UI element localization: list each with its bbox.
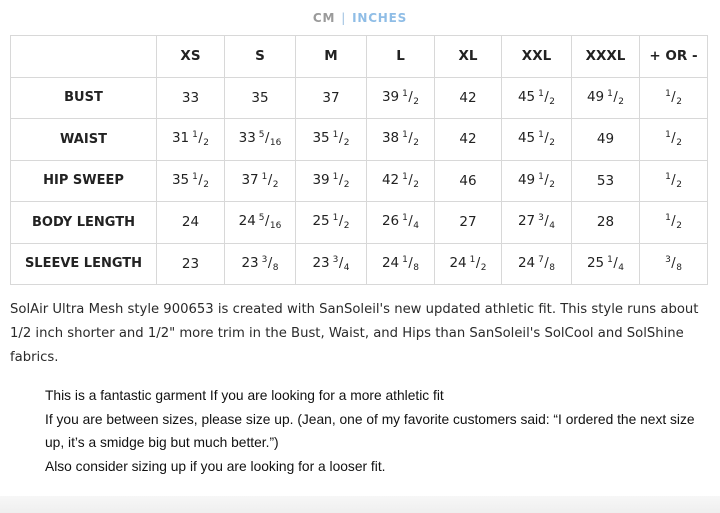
header-size-xxl: XXL xyxy=(502,36,572,78)
value-whole: 49 xyxy=(517,171,536,188)
fraction-numerator: 1 xyxy=(607,88,613,99)
fraction-denominator: 2 xyxy=(413,96,420,107)
measurement-cell xyxy=(640,119,708,161)
measurement-cell xyxy=(296,160,367,202)
measurement-row xyxy=(11,243,708,285)
fraction-denominator: 2 xyxy=(549,179,556,190)
measurement-cell xyxy=(157,202,225,244)
measurement-cell xyxy=(502,202,572,244)
fraction-numerator: 5 xyxy=(258,213,265,224)
fraction-slash: / xyxy=(671,255,676,271)
value-whole: 25 xyxy=(312,213,330,230)
measurement-cell xyxy=(572,202,640,244)
measurement-cell xyxy=(296,119,367,161)
fraction-numerator: 1 xyxy=(607,254,613,265)
fraction-slash: / xyxy=(671,131,676,147)
measurement-cell xyxy=(296,202,367,244)
value-whole: 45 xyxy=(517,88,536,105)
fraction-denominator: 8 xyxy=(272,262,279,273)
value-whole: 28 xyxy=(596,214,615,231)
fraction-numerator: 3 xyxy=(665,254,671,265)
fraction-numerator: 1 xyxy=(665,171,671,182)
fraction-denominator: 2 xyxy=(676,96,682,107)
fraction-slash: / xyxy=(265,214,270,230)
measurement-cell xyxy=(157,243,225,285)
measurement-cell xyxy=(367,160,435,202)
measurement-label: BUST xyxy=(11,77,157,119)
fraction-denominator: 2 xyxy=(413,179,420,190)
fraction-slash: / xyxy=(267,255,273,271)
fraction-numerator: 1 xyxy=(538,171,544,182)
measurement-cell xyxy=(572,77,640,119)
unit-inches-option[interactable]: INCHES xyxy=(352,11,408,25)
fraction-numerator: 5 xyxy=(258,130,265,141)
value-whole: 27 xyxy=(459,214,477,231)
value-whole: 24 xyxy=(181,214,200,231)
measurement-cell xyxy=(367,243,435,285)
measurement-cell xyxy=(640,77,708,119)
measurement-cell xyxy=(367,77,435,119)
measurement-row xyxy=(11,77,708,119)
value-whole: 49 xyxy=(586,88,605,105)
fraction-slash: / xyxy=(544,89,549,105)
measurement-label: BODY LENGTH xyxy=(11,202,157,244)
fraction-denominator: 2 xyxy=(480,262,487,273)
measurement-cell xyxy=(157,160,225,202)
fraction-slash: / xyxy=(671,172,676,188)
value-whole: 24 xyxy=(381,254,400,271)
header-size-xs: XS xyxy=(157,36,225,78)
fraction-numerator: 1 xyxy=(332,171,339,182)
measurement-cell xyxy=(502,160,572,202)
value-whole: 42 xyxy=(459,89,477,106)
fraction-slash: / xyxy=(613,89,618,105)
measurement-cell xyxy=(367,119,435,161)
value-whole: 26 xyxy=(381,213,400,230)
fraction-numerator: 1 xyxy=(192,171,198,182)
header-size-xxxl: XXXL xyxy=(572,36,640,78)
measurement-cell xyxy=(225,202,296,244)
fraction-numerator: 3 xyxy=(261,254,268,265)
fraction-denominator: 16 xyxy=(269,221,282,232)
measurement-cell xyxy=(502,119,572,161)
fraction-denominator: 8 xyxy=(676,262,682,273)
value-whole: 35 xyxy=(171,171,190,188)
fraction-denominator: 16 xyxy=(269,138,282,149)
fraction-slash: / xyxy=(338,131,344,147)
header-size-l: L xyxy=(367,36,435,78)
value-whole: 45 xyxy=(517,130,536,147)
size-chart-table xyxy=(10,35,708,285)
fraction-slash: / xyxy=(544,214,549,230)
measurement-cell xyxy=(640,160,708,202)
measurement-cell xyxy=(502,243,572,285)
fraction-numerator: 1 xyxy=(192,130,198,141)
value-whole: 23 xyxy=(312,254,330,271)
header-size-xl: XL xyxy=(435,36,502,78)
fraction-slash: / xyxy=(267,172,273,188)
fraction-numerator: 1 xyxy=(261,171,268,182)
sizing-tip: This is a fantastic garment If you are looking for a more athletic fit xyxy=(45,388,444,403)
fraction-denominator: 2 xyxy=(203,179,210,190)
fraction-slash: / xyxy=(265,131,270,147)
header-size-s: S xyxy=(225,36,296,78)
value-whole: 23 xyxy=(181,255,200,272)
value-whole: 31 xyxy=(171,130,190,147)
measurement-cell xyxy=(367,202,435,244)
fraction-numerator: 3 xyxy=(332,254,339,265)
fraction-numerator: 1 xyxy=(538,88,544,99)
value-whole: 39 xyxy=(312,171,330,188)
measurement-cell xyxy=(296,77,367,119)
fraction-numerator: 1 xyxy=(665,213,671,224)
fraction-slash: / xyxy=(408,172,413,188)
measurement-label: HIP SWEEP xyxy=(11,160,157,202)
sizing-tip: If you are between sizes, please size up. (Jean, one of my favorite customers said: “I ordered the next size up, it’s a smidge big but much better.”) xyxy=(45,411,695,450)
value-whole: 35 xyxy=(251,89,269,106)
fraction-slash: / xyxy=(544,172,549,188)
measurement-cell xyxy=(435,160,502,202)
fraction-denominator: 2 xyxy=(676,179,682,190)
fraction-numerator: 1 xyxy=(665,130,671,141)
fraction-slash: / xyxy=(338,172,344,188)
fraction-numerator: 7 xyxy=(538,254,544,265)
fraction-slash: / xyxy=(338,255,344,271)
measurement-cell xyxy=(157,119,225,161)
value-whole: 23 xyxy=(241,254,259,271)
fraction-slash: / xyxy=(198,172,203,188)
fraction-denominator: 2 xyxy=(343,179,350,190)
sizing-tip: Also consider sizing up if you are looking for a looser fit. xyxy=(45,458,386,474)
fraction-slash: / xyxy=(671,214,676,230)
fraction-denominator: 4 xyxy=(413,221,420,232)
measurement-cell xyxy=(435,243,502,285)
fraction-denominator: 4 xyxy=(549,221,556,232)
fraction-denominator: 2 xyxy=(549,96,556,107)
measurement-cell xyxy=(640,202,708,244)
fraction-denominator: 2 xyxy=(343,138,350,149)
value-whole: 24 xyxy=(238,213,256,230)
page-footer-shade xyxy=(0,496,720,513)
value-whole: 37 xyxy=(241,171,259,188)
measurement-cell xyxy=(225,77,296,119)
fraction-slash: / xyxy=(198,131,203,147)
measurement-cell xyxy=(572,119,640,161)
value-whole: 27 xyxy=(517,213,536,230)
fraction-slash: / xyxy=(408,255,413,271)
fraction-denominator: 2 xyxy=(413,138,420,149)
fraction-numerator: 1 xyxy=(332,213,339,224)
fraction-denominator: 2 xyxy=(676,138,682,149)
sizing-tips xyxy=(45,384,710,478)
measurement-cell xyxy=(225,160,296,202)
measurement-cell xyxy=(435,119,502,161)
header-cell-empty xyxy=(11,36,157,78)
measurement-cell xyxy=(225,243,296,285)
fraction-denominator: 8 xyxy=(413,262,420,273)
measurement-cell xyxy=(157,77,225,119)
fraction-numerator: 1 xyxy=(469,254,476,265)
size-header-row xyxy=(11,36,708,78)
unit-separator: | xyxy=(341,11,347,25)
fraction-denominator: 2 xyxy=(676,221,682,232)
fraction-numerator: 1 xyxy=(402,213,408,224)
fraction-numerator: 1 xyxy=(402,130,408,141)
fraction-denominator: 2 xyxy=(618,96,625,107)
measurement-cell xyxy=(572,243,640,285)
unit-toggle xyxy=(0,11,720,25)
fraction-numerator: 1 xyxy=(538,130,544,141)
value-whole: 25 xyxy=(586,254,605,271)
value-whole: 38 xyxy=(381,130,400,147)
fraction-slash: / xyxy=(408,131,413,147)
fraction-denominator: 8 xyxy=(549,262,556,273)
measurement-row xyxy=(11,160,708,202)
fraction-slash: / xyxy=(671,89,676,105)
fraction-numerator: 1 xyxy=(332,130,339,141)
fraction-denominator: 2 xyxy=(272,179,279,190)
header-tolerance: + OR - xyxy=(640,36,708,78)
value-whole: 35 xyxy=(312,130,330,147)
measurement-cell xyxy=(572,160,640,202)
fraction-numerator: 1 xyxy=(665,88,671,99)
fraction-slash: / xyxy=(475,255,481,271)
fraction-numerator: 1 xyxy=(402,171,408,182)
fraction-slash: / xyxy=(408,214,413,230)
fit-note: SolAir Ultra Mesh style 900653 is created with SanSoleil's new updated athletic fit. This style runs about 1/2 inch shorter and 1/2" more trim in the Bust, Waist, and Hips than SanSoleil's SolCool and SolShine fabrics. xyxy=(10,302,699,365)
value-whole: 37 xyxy=(322,89,340,106)
fraction-slash: / xyxy=(613,255,618,271)
value-whole: 53 xyxy=(596,172,615,189)
fraction-denominator: 2 xyxy=(343,221,350,232)
value-whole: 42 xyxy=(381,171,400,188)
value-whole: 49 xyxy=(596,131,615,148)
value-whole: 42 xyxy=(459,131,477,148)
fraction-denominator: 4 xyxy=(343,262,350,273)
measurement-cell xyxy=(502,77,572,119)
header-size-m: M xyxy=(296,36,367,78)
measurement-cell xyxy=(435,77,502,119)
fraction-numerator: 1 xyxy=(402,88,408,99)
fraction-numerator: 3 xyxy=(538,213,544,224)
value-whole: 33 xyxy=(181,89,200,106)
fraction-slash: / xyxy=(544,255,549,271)
measurement-row xyxy=(11,119,708,161)
value-whole: 33 xyxy=(238,130,256,147)
measurement-row xyxy=(11,202,708,244)
measurement-label: SLEEVE LENGTH xyxy=(11,243,157,285)
value-whole: 46 xyxy=(459,172,477,189)
measurement-label: WAIST xyxy=(11,119,157,161)
measurement-cell xyxy=(640,243,708,285)
measurement-cell xyxy=(435,202,502,244)
fraction-slash: / xyxy=(408,89,413,105)
fraction-denominator: 4 xyxy=(618,262,625,273)
value-whole: 24 xyxy=(449,254,467,271)
fraction-slash: / xyxy=(544,131,549,147)
value-whole: 24 xyxy=(517,254,536,271)
fraction-slash: / xyxy=(338,214,344,230)
value-whole: 39 xyxy=(381,88,400,105)
fraction-numerator: 1 xyxy=(402,254,408,265)
measurement-cell xyxy=(225,119,296,161)
fraction-denominator: 2 xyxy=(203,138,210,149)
fraction-denominator: 2 xyxy=(549,138,556,149)
unit-cm-option[interactable]: CM xyxy=(312,11,336,25)
measurement-cell xyxy=(296,243,367,285)
